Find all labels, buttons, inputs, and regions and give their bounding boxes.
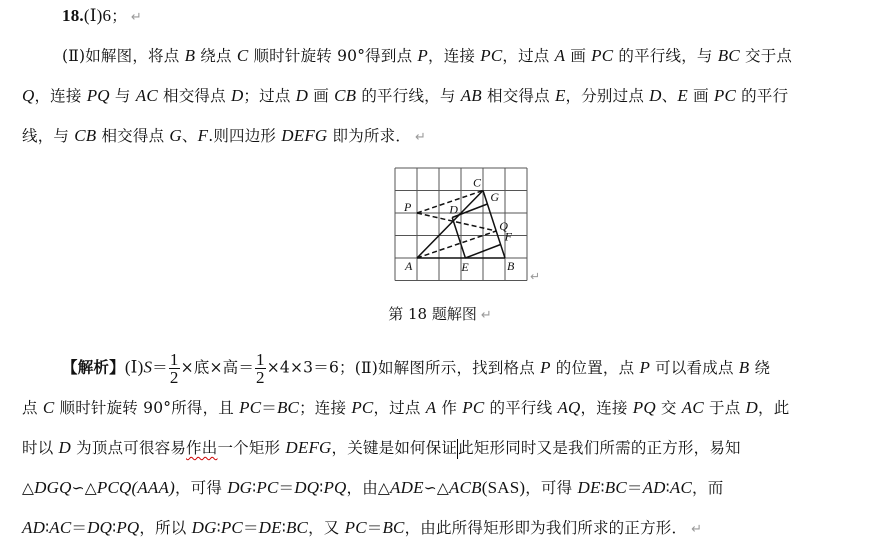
analysis-line4: △DGQ∽△PCQ(AAA)，可得 DG∶PC＝DQ∶PQ，由△ADE∽△ACB(SAS)，可得 DE∶BC＝AD∶AC，而 [22, 478, 724, 497]
math-symbol: ACB [449, 478, 482, 497]
math-symbol: PQ [323, 478, 347, 497]
math-symbol: DG [191, 518, 217, 537]
math-symbol: AD [642, 478, 666, 497]
point-label-q: Q [499, 219, 508, 233]
math-symbol: PC [239, 398, 262, 417]
math-symbol: AB [460, 86, 482, 105]
math-symbol: A [554, 46, 566, 65]
math-symbol: B [738, 357, 750, 377]
math-symbol: ADE [390, 478, 424, 497]
math-symbol: B [184, 46, 196, 65]
fraction-one-half: $\frac{1}{2}$ [169, 350, 179, 387]
point-label-a: A [405, 259, 413, 273]
math-symbol: PQ [632, 398, 656, 417]
solution-figure [390, 163, 550, 292]
math-symbol: E [554, 86, 566, 105]
spellcheck-underline[interactable]: 作出 [186, 439, 218, 457]
math-symbol: PC [220, 518, 243, 537]
paragraph-mark-icon: ↵ [480, 308, 492, 323]
math-symbol: DE [577, 478, 601, 497]
math-symbol: DQ [294, 478, 320, 497]
point-label-b: B [507, 259, 515, 273]
math-symbol: PC [713, 86, 737, 105]
paragraph-mark-icon: ↵ [415, 130, 427, 145]
segment-ac [417, 191, 483, 259]
paragraph-mark-icon: ↵ [130, 10, 142, 25]
math-symbol: PC [480, 46, 503, 65]
math-symbol: AD [22, 518, 46, 537]
analysis-label: 【解析】 [62, 357, 125, 377]
math-symbol: AC [681, 398, 704, 417]
point-label-e: E [461, 260, 469, 274]
math-symbol: AQ [557, 398, 581, 417]
math-symbol: A [425, 398, 437, 417]
math-symbol: D [745, 398, 759, 417]
answer-part2-line1: (Ⅱ)如解图，将点 B 绕点 C 顺时针旋转 90°得到点 P，连接 PC，过点 A 画 PC 的平行线，与 BC 交于点 [62, 46, 793, 65]
fraction-one-half: $\frac{1}{2}$ [256, 350, 265, 387]
math-symbol: PC [351, 398, 374, 417]
question-number: 18. [62, 6, 84, 25]
math-symbol: PCQ [96, 478, 132, 497]
math-symbol: F [197, 126, 209, 145]
math-symbol: D [649, 86, 662, 105]
math-symbol: (AAA) [131, 478, 175, 497]
math-symbol: CB [334, 86, 357, 105]
analysis-line3: 时以 D 为顶点可很容易作出一个矩形 DEFG，关键是如何保证此矩形同时又是我们所需的正方形，易知 [22, 438, 741, 457]
grid-diagram [390, 163, 550, 288]
math-symbol: E [677, 86, 688, 105]
point-label-p: P [404, 200, 412, 214]
math-symbol: PQ [86, 86, 110, 105]
paragraph-mark-icon: ↵ [530, 269, 541, 284]
math-symbol: BC [717, 46, 740, 65]
math-symbol: PQ [116, 518, 140, 537]
answer-part2-line3: 线，与 CB 相交得点 G、F.则四边形 DEFG 即为所求． ↵ [22, 126, 427, 145]
math-symbol: BC [604, 478, 627, 497]
math-symbol: DG [227, 478, 253, 497]
math-symbol: D [230, 86, 244, 105]
math-symbol: AC [669, 478, 693, 497]
math-symbol: P [540, 357, 551, 377]
analysis-line2: 点 C 顺时针旋转 90°所得，且 PC＝BC；连接 PC，过点 A 作 PC 的平行线 AQ，连接 PQ 交 AC 于点 D，此 [22, 398, 790, 417]
math-symbol: DQ [87, 518, 113, 537]
math-symbol: BC [276, 398, 300, 417]
math-symbol: AC [135, 86, 158, 105]
math-symbol: BC [285, 518, 309, 537]
point-label-d: D [449, 202, 458, 217]
analysis-line1: 【解析】(Ⅰ)S＝ $\frac{1}{2}$ ×底×高＝ $\frac{1}{2}$ ×4×3＝6；(Ⅱ)如解图所示，找到格点 P 的位置，点 P 可以看成点 B 绕 [62, 350, 771, 387]
math-symbol: BC [382, 518, 405, 537]
point-label-c: C [473, 175, 482, 190]
answer-part1: 18.(Ⅰ)6； ↵ [62, 6, 142, 25]
paragraph-mark-icon: ↵ [691, 522, 703, 537]
math-symbol: P [417, 46, 429, 65]
math-symbol: D [295, 86, 309, 105]
math-symbol: DGQ [34, 478, 72, 497]
point-label-f: F [504, 229, 512, 244]
math-symbol: PC [344, 518, 367, 537]
answer-part2-line2: Q，连接 PQ 与 AC 相交得点 D；过点 D 画 CB 的平行线，与 AB 相交得点 E，分别过点 D、E 画 PC 的平行 [22, 86, 789, 105]
math-symbol: Q [22, 86, 35, 105]
math-symbol: PC [591, 46, 614, 65]
math-symbol: G [169, 126, 182, 145]
math-symbol: PC [256, 478, 279, 497]
math-symbol: P [639, 357, 651, 377]
math-symbol: DEFG [281, 126, 328, 145]
math-symbol: C [42, 398, 55, 417]
math-symbol: PC [462, 398, 485, 417]
figure-caption: 第 18 题解图 ↵ [388, 305, 492, 323]
point-label-g: G [490, 190, 500, 204]
analysis-line5: AD∶AC＝DQ∶PQ，所以 DG∶PC＝DE∶BC，又 PC＝BC，由此所得矩形即为我们所求的正方形． ↵ [22, 518, 703, 537]
segment-de [452, 218, 465, 259]
math-symbol: AC [49, 518, 72, 537]
math-symbol: DE [258, 518, 282, 537]
math-symbol: CB [74, 126, 97, 145]
math-symbol: C [236, 46, 249, 65]
